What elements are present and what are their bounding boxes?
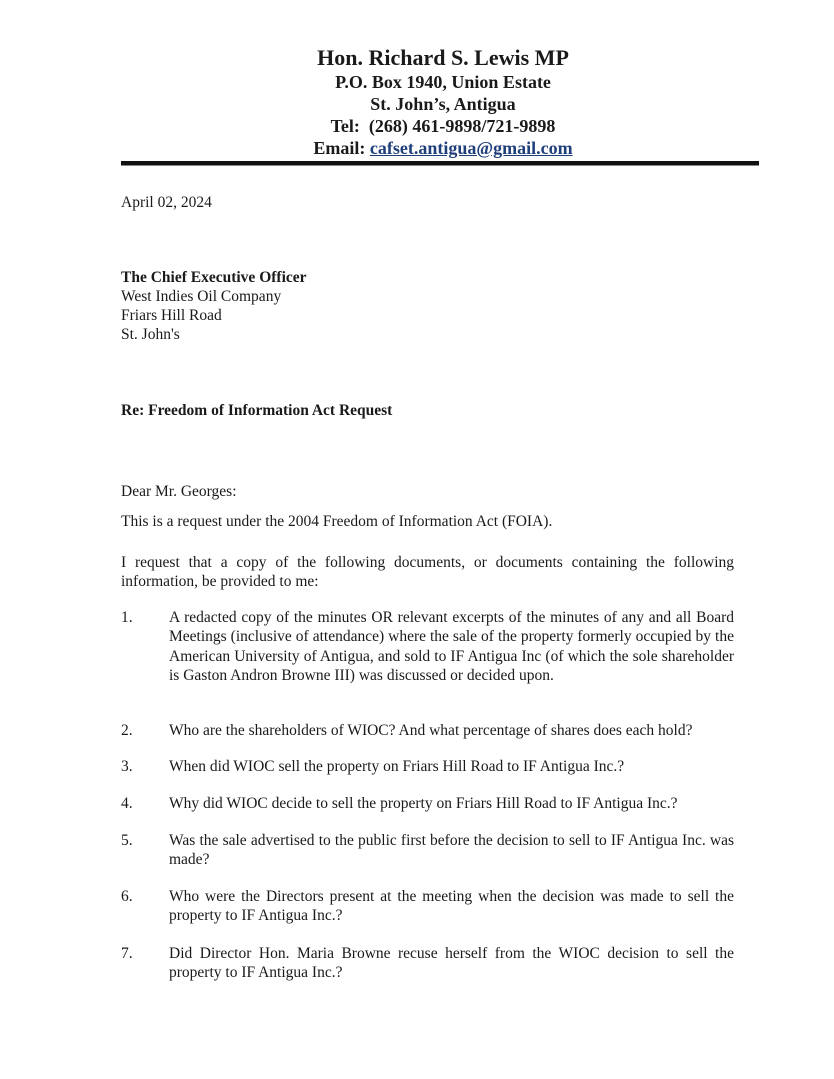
list-item [121,887,734,926]
email-link[interactable]: cafset.antigua@gmail.com [369,138,573,158]
item-text: Was the sale advertised to the public first before the decision to sell to IF Antigua Inc. was made? [169,832,734,869]
sender-tel: Tel: (268) 461-9898/721-9898 [330,116,556,136]
item-number: 2. [121,722,133,739]
sender-email-line [0,137,834,159]
list-item [121,831,734,870]
item-text: A redacted copy of the minutes OR relevant excerpts of the minutes of any and all Board Meetings (inclusive of attendance) where the sale of the property formerly occupied by the American University of Antigua, and sold to IF Antigua Inc (of which the sole shareholder is Gaston Andron Browne III) was discussed or decided upon. [169,609,734,684]
list-item [121,757,734,776]
salutation: Dear Mr. Georges: [121,483,237,500]
item-number: 5. [121,832,133,849]
item-text: Who were the Directors present at the meeting when the decision was made to sell the property to IF Antigua Inc.? [169,888,734,925]
item-number: 4. [121,795,133,812]
list-item [121,608,734,685]
item-text: Who are the shareholders of WIOC? And what percentage of shares does each hold? [169,722,693,739]
sender-address-line2: St. John’s, Antigua [370,94,516,114]
letterhead-divider [121,161,759,166]
item-number: 6. [121,888,133,905]
recipient-title: The Chief Executive Officer [121,269,307,286]
subject-line: Re: Freedom of Information Act Request [121,402,393,419]
item-number: 3. [121,758,133,775]
item-text: Why did WIOC decide to sell the property on Friars Hill Road to IF Antigua Inc.? [169,795,678,812]
sender-name: Hon. Richard S. Lewis MP [317,45,569,70]
item-number: 1. [121,609,133,626]
email-label: Email: [313,138,370,158]
recipient-city: St. John's [121,326,180,343]
recipient-company: West Indies Oil Company [121,288,282,305]
recipient-street: Friars Hill Road [121,307,222,324]
item-text: When did WIOC sell the property on Friars Hill Road to IF Antigua Inc.? [169,758,625,775]
letterhead [0,44,834,159]
paragraph-request: I request that a copy of the following documents, or documents containing the following information, be provided to me: [121,554,734,590]
sender-address-line1: P.O. Box 1940, Union Estate [335,72,551,92]
list-item [121,794,734,813]
recipient-address [121,268,307,344]
paragraph-intro: This is a request under the 2004 Freedom of Information Act (FOIA). [121,513,553,530]
list-item [121,944,734,983]
item-number: 7. [121,945,133,962]
letter-date: April 02, 2024 [121,194,212,211]
list-item [121,721,734,740]
item-text: Did Director Hon. Maria Browne recuse herself from the WIOC decision to sell the property to IF Antigua Inc.? [169,945,734,982]
